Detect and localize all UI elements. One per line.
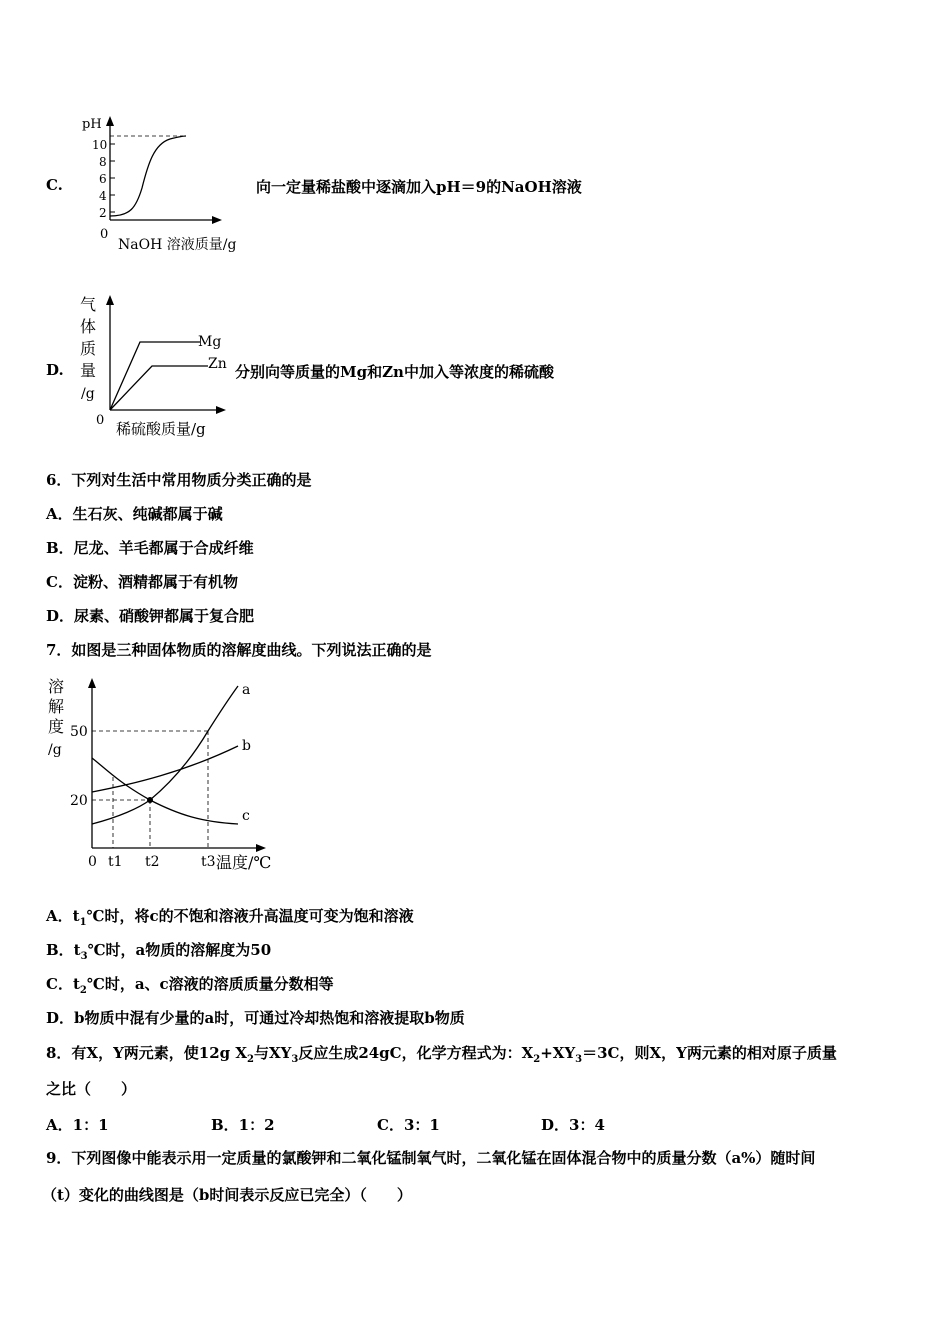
y-axis-label-char: 体 — [80, 317, 97, 336]
curve-label-a: a — [242, 682, 251, 698]
mg-line — [110, 342, 200, 410]
answer-option: D．尿素、硝酸钾都属于复合肥 — [46, 607, 255, 625]
answer-option: B．1：2 — [211, 1116, 275, 1134]
x-tick-label: t3 — [201, 854, 216, 870]
question-stem-continued: （t）变化的曲线图是（b时间表示反应已完全）（ ） — [42, 1186, 412, 1204]
x-axis-label: 温度/℃ — [216, 853, 272, 872]
option-label: D. — [46, 361, 64, 379]
question-stem: 6．下列对生活中常用物质分类正确的是 — [46, 471, 312, 489]
y-axis-label-char: 量 — [80, 361, 97, 380]
answer-option: A．1：1 — [46, 1116, 109, 1134]
x-axis-label: 稀硫酸质量/g — [116, 420, 206, 438]
origin-label: 0 — [100, 227, 109, 242]
y-axis-label-char: /g — [81, 386, 95, 402]
y-axis-label: pH — [82, 117, 102, 132]
intersection-point — [147, 797, 153, 803]
y-tick-label: 2 — [99, 206, 107, 220]
ph-curve — [110, 136, 186, 216]
option-description: 分别向等质量的Mg和Zn中加入等浓度的稀硫酸 — [235, 363, 554, 381]
option-description: 向一定量稀盐酸中逐滴加入pH＝9的NaOH溶液 — [256, 178, 582, 196]
series-label-zn: Zn — [208, 356, 227, 372]
y-tick-label: 10 — [92, 138, 108, 152]
question-stem: 9．下列图像中能表示用一定质量的氯酸钾和二氧化锰制氧气时，二氧化锰在固体混合物中的质量分数（a%）随时间 — [46, 1149, 816, 1167]
y-axis-label-char: 解 — [48, 697, 65, 716]
answer-option: D．3：4 — [541, 1116, 605, 1134]
x-tick-label: t1 — [108, 854, 123, 870]
origin-label: 0 — [96, 413, 105, 428]
ph-curve-graph — [70, 108, 260, 258]
answer-option: C．$t_2℃$时，a、c溶液的溶质质量分数相等 — [46, 975, 334, 996]
curve-label-b: b — [242, 738, 251, 754]
y-axis-label-char: 度 — [48, 717, 65, 736]
y-tick-label: 6 — [99, 172, 107, 186]
x-tick-label: 0 — [88, 854, 97, 870]
y-tick-label: 4 — [99, 189, 107, 203]
x-tick-label: t2 — [145, 854, 160, 870]
x-axis-label: NaOH 溶液质量/g — [118, 237, 237, 253]
answer-option: A．$t_1℃$时，将c的不饱和溶液升高温度可变为饱和溶液 — [46, 907, 414, 928]
question-stem: 7．如图是三种固体物质的溶解度曲线。下列说法正确的是 — [46, 641, 432, 659]
solubility-curve-graph — [44, 672, 284, 878]
answer-option: A．生石灰、纯碱都属于碱 — [46, 505, 223, 523]
answer-option: C．3：1 — [377, 1116, 440, 1134]
y-tick-label: 50 — [70, 724, 88, 740]
question-stem: 8．有X，Y两元素，使12g $X_2$与$XY_3$反应生成24gC，化学方程式为：$X_2+XY_3=3C$，则X，Y两元素的相对原子质量 — [46, 1044, 837, 1065]
answer-option: B．$t_3℃$时，a物质的溶解度为50 — [46, 941, 272, 962]
y-tick-label: 8 — [99, 155, 107, 169]
series-label-mg: Mg — [198, 334, 222, 350]
y-tick-marks — [110, 144, 115, 212]
curve-c — [92, 758, 238, 824]
answer-option: B．尼龙、羊毛都属于合成纤维 — [46, 539, 254, 557]
answer-option: D．b物质中混有少量的a时，可通过冷却热饱和溶液提取b物质 — [46, 1009, 465, 1027]
y-axis-label-char: /g — [48, 742, 62, 758]
y-axis-label-char: 溶 — [48, 677, 65, 696]
answer-option: C．淀粉、酒精都属于有机物 — [46, 573, 238, 591]
zn-line — [110, 366, 208, 410]
y-axis-label-char: 气 — [80, 295, 97, 314]
option-label: C. — [46, 176, 63, 194]
question-stem-continued: 之比（ ） — [46, 1080, 137, 1098]
y-axis-label-char: 质 — [80, 339, 97, 358]
y-tick-label: 20 — [70, 793, 88, 809]
gas-mass-graph — [70, 290, 240, 440]
curve-label-c: c — [242, 808, 250, 824]
curve-b — [92, 746, 238, 792]
curve-a — [92, 686, 238, 824]
